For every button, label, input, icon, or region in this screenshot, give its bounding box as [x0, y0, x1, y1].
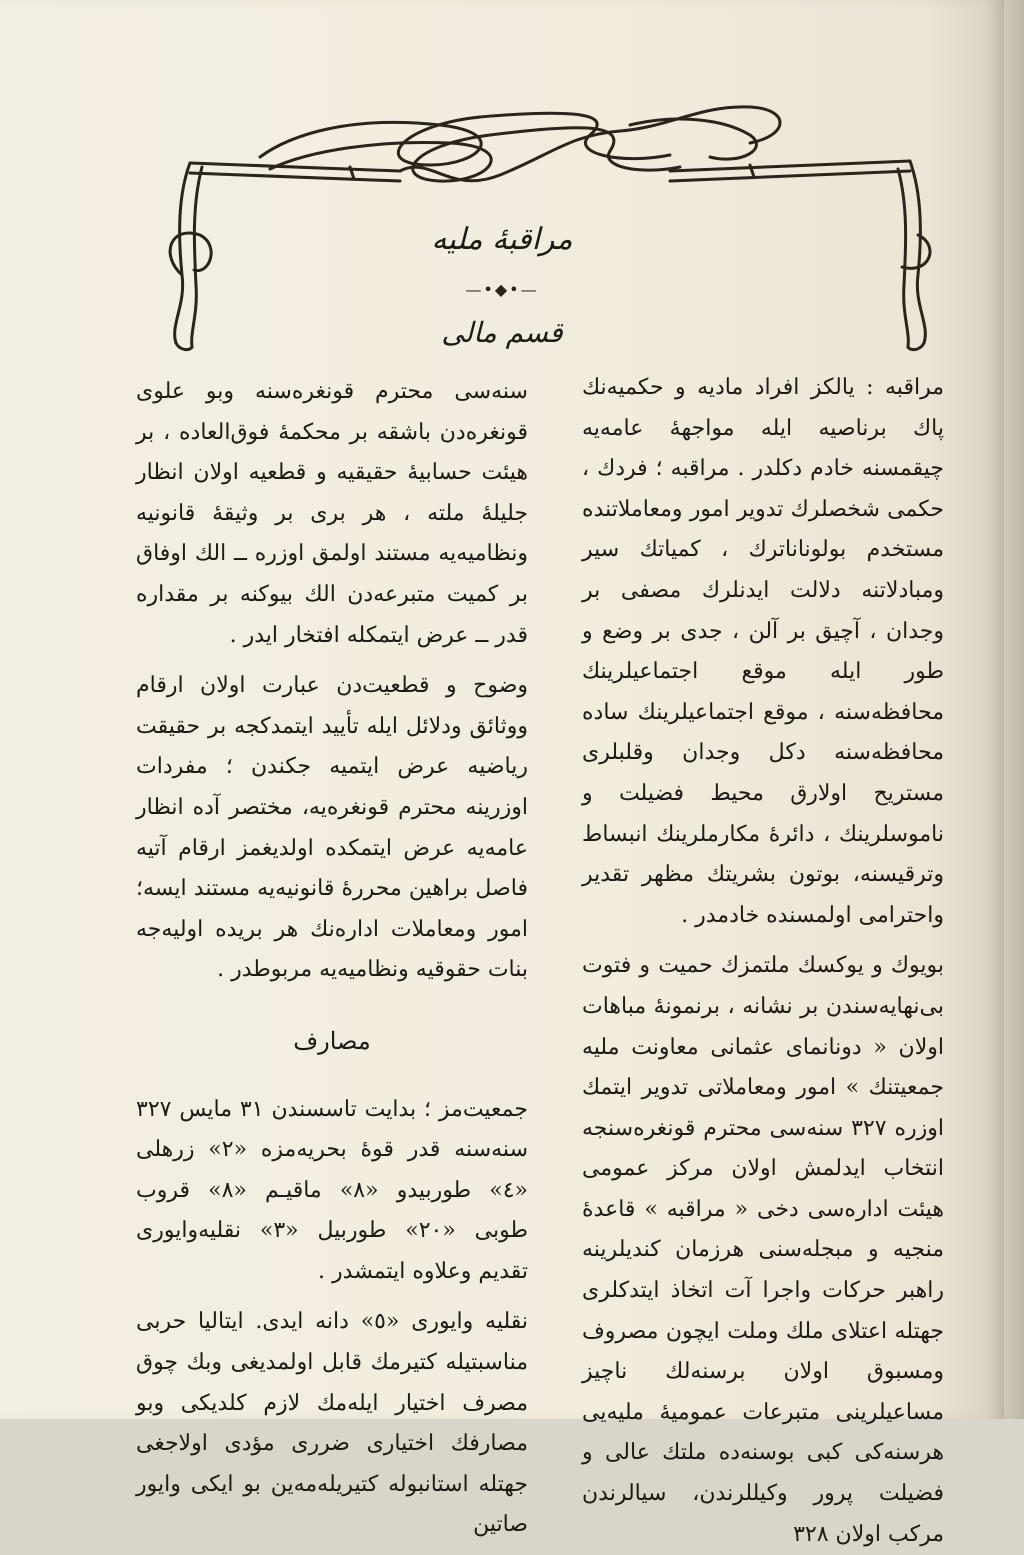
- page-title: مراقبهٔ ملیه: [431, 222, 573, 257]
- page-edge: [1004, 0, 1024, 1419]
- paragraph: نقلیه وایوری «٥» دانه ایدی. ایتالیا حربی مناسبتیله کتیرمك قابل اولمدیغی وبك چوق مصرف اختیار ایله‌مك لازم کلدیکی وبو مصارفك اختیاری ضرری مؤدی اولاجغی جهتله استانبوله کتیریله‌مه‌ین بو ایکی وایور صاتین: [136, 1309, 529, 1538]
- paragraph: مراقبه : یالکز افراد مادیه و حکمیه‌نك پاك برناصیه ایله مواجههٔ عامه‌یه چیقمسنه خادم دکلدر . مراقبه ؛ فردك ، حکمی شخصلرك تدویر امور ومعاملاتنده مستخدم بولوناناترك ، کمیاتك سیر ومبادلاتنه دلالت ایدنلرك مصفی بر وجدان ، آچیق بر آلن ، جدی بر وضع و طور ایله موقع اجتماعیلرینك محافظه‌سنه ، موقع اجتماعیلرینك ساده محافظه‌سنه دکل وجدان وقلبلری مستریح اولارق محیط فضیلت و ناموسلرینك ، دائرهٔ مکارملرینك انبساط وترقیسنه، بوتون بشریتك مظهر تقدیر واحترامی اولمسنده خادمدر .: [582, 375, 944, 928]
- left-column: [136, 372, 528, 1546]
- title-divider: —•◆•—: [465, 280, 539, 299]
- subheading-expenses: مصارف: [293, 1026, 371, 1055]
- right-column: [582, 368, 944, 1555]
- paragraph: جمعیت‌مز ؛ بدایت تاسسندن ۳۱ مایس ۳۲۷ سنه‌سنه قدر قوهٔ بحریه‌مزه «۲» زرهلی «٤» طوربیدو «۸» ماقیـم «۸» قروب طوبی «۲۰» طوربیل «۳» نقلیه‌وایوری تقدیم وعلاوه ایتمشدر .: [136, 1096, 529, 1284]
- section-title: قسم مالی: [441, 316, 563, 349]
- paragraph: بویوك و یوکسك ملتمزك حمیت و فتوت بی‌نهایه‌سندن بر نشانه ، برنمونهٔ مباهات اولان « دونانمای عثمانی معاونت ملیه جمعیتنك » امور ومعاملاتی تدویر ایتمك اوزره ۳۲۷ سنه‌سی محترم قونغره‌سنجه انتخاب ایدلمش اولان مرکز عمومی هیئت اداره‌سی دخی « مراقبه » قاعدهٔ منجیه و مبجله‌سنی هرزمان کندیلرینه راهبر حرکات واجرا آت اتخاذ ایتدکلری جهتله اعتلای ملك وملت ایچون مصروف ومسبوق اولان برسنه‌لك ناچیز مساعیلرینی متبرعات عمومیهٔ ملیه‌یی هرسنه‌کی کبی بوسنه‌ده ملتك عالی و فضیلت پرور وکیللرندن، سیالرندن مرکب اولان ۳۲۸: [582, 953, 944, 1547]
- paragraph: وضوح و قطعیت‌دن عبارت اولان ارقام ووثائق ودلائل ایله تأیید ایتمدکجه بر حقیقت ریاضیه عرض ایتمیه جکندن ؛ مفردات اوزرینه محترم قونغره‌یه، مختصر آده انظار عامه‌یه عرض ایتمکده اولدیغمز ارقام آتیه فاصل براهین محررهٔ قانونیه‌یه مستند ایسه؛ امور ومعاملات اداره‌نك هر بریده اولیه‌جه بنات حقوقیه ونظامیه‌یه مربوطدر .: [136, 673, 528, 983]
- paragraph: سنه‌سی محترم قونغره‌سنه وبو علوی قونغره‌دن باشقه بر محکمهٔ فوق‌العاده ، بر هیئت حسابیهٔ حقیقیه و قطعیه اولان انظار جلیلهٔ ملته ، هر بری بر وثیقهٔ قانونیه ونظامیه‌یه مستند اولمق اوزره ــ الك اوفاق بر کمیت متبرعه‌دن الك بیوکنه بر مقداره قدر ــ عرض ایتمکله افتخار ایدر .: [136, 379, 528, 648]
